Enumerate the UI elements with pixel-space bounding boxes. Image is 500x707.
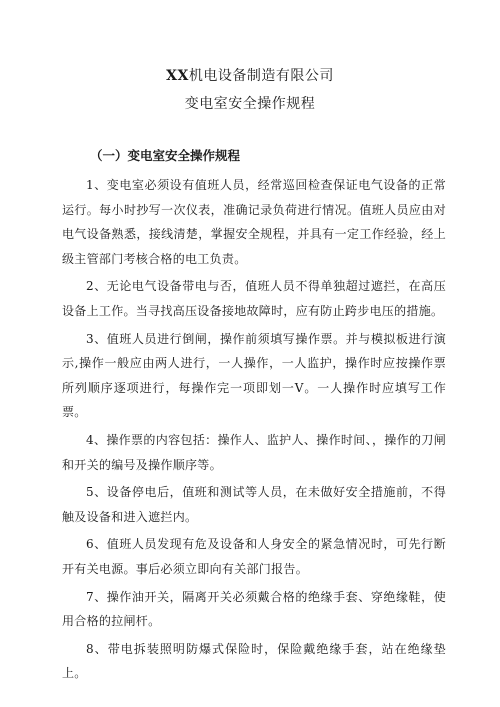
section-body <box>62 173 446 686</box>
company-prefix: XX <box>166 68 189 84</box>
paragraph-6: 6、值班人员发现有危及设备和人身安全的紧急情况时，可先行断开有关电源。事后必须立即向有关部门报告。 <box>62 537 446 576</box>
company-name <box>0 66 500 86</box>
paragraph-3: 3、值班人员进行倒闸，操作前须填写操作票。并与模拟板进行演示,操作一般应由两人进行，一人操作，一人监护，操作时应按操作票所列顺序逐项进行，每操作完一项即划一V。一人操作时应填写工作票。 <box>62 331 446 420</box>
document-title: 变电室安全操作规程 <box>184 96 316 112</box>
paragraph-7: 7、操作油开关，隔离开关必须戴合格的绝缘手套、穿绝缘鞋，使用合格的拉闸杆。 <box>62 589 446 629</box>
paragraph-1: 1、变电室必须设有值班人员，经常巡回检查保证电气设备的正常运行。每小时抄写一次仪表，准确记录负荷进行情况。值班人员应由对电气设备熟悉，接线清楚，掌握安全规程，并具有一定工作经验，经上级主管部门考核合格的电工负责。 <box>62 178 446 266</box>
company-name-text: 机电设备制造有限公司 <box>188 68 334 84</box>
paragraph-2: 2、无论电气设备带电与否，值班人员不得单独超过遮拦，在高压设备上工作。当寻找高压设备接地故障时，应有防止跨步电压的措施。 <box>62 279 446 318</box>
paragraph-8: 8、带电拆装照明防爆式保险时，保险戴绝缘手套，站在绝缘垫上。 <box>62 641 446 681</box>
section-heading: （一）变电室安全操作规程 <box>90 148 241 163</box>
paragraph-4: 4、操作票的内容包括：操作人、监护人、操作时间、，操作的刀闸和开关的编号及操作顺序等。 <box>62 432 446 472</box>
paragraph-5: 5、设备停电后，值班和测试等人员，在未做好安全措施前，不得触及设备和进入遮拦内。 <box>62 485 446 524</box>
